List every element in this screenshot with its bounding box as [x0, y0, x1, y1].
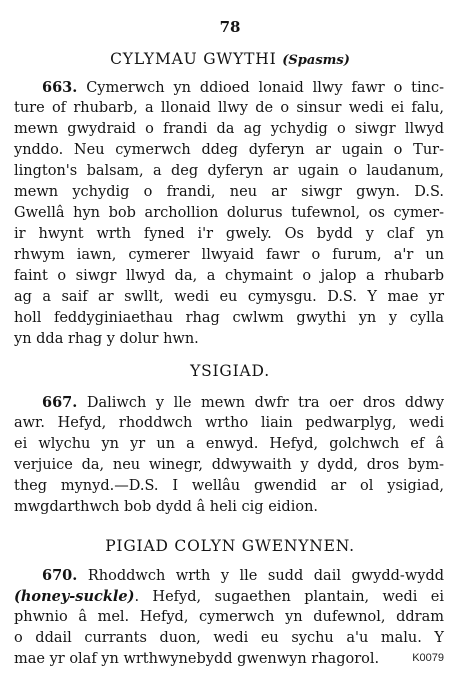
text-line: holl feddyginiaethau rhag cwlwm gwythi yn y cylla: [14, 310, 444, 326]
text-line: mwgdarthwch bob dydd â heli cig eidion.: [14, 499, 319, 515]
text-line: mewn ychydig o frandi, neu ar siwgr gwyn. D.S.: [14, 184, 444, 200]
text-line: mae yr olaf yn wrthwynebydd gwenwyn rhagorol.: [14, 651, 380, 667]
paragraph-667: [14, 392, 444, 518]
section-heading-text: PIGIAD COLYN GWENYNEN.: [105, 537, 355, 555]
paragraph-number: 667.: [42, 394, 78, 411]
text-line: 663. Cymerwch yn ddioed lonaid llwy fawr o tinc-: [42, 79, 444, 96]
section-heading-text: CYLYMAU GWYTHI: [110, 50, 277, 68]
section-heading-text: YSIGIAD.: [190, 362, 270, 380]
text-line: theg mynyd.—D.S. I wellâu gwendid ar ol ysigiad,: [14, 478, 444, 494]
section-heading-sprain: [0, 362, 460, 380]
text-line: Gwellâ hyn bob archollion dolurus tufewnol, os cymer-: [14, 205, 444, 221]
text-line: ynddo. Neu cymerwch ddeg dyferyn ar ugain o Tur-: [14, 142, 444, 158]
section-heading-note: (Spasms): [282, 53, 350, 68]
italic-term: (honey-suckle): [14, 588, 135, 605]
page-number: 78: [219, 18, 241, 36]
text-line: 670. Rhoddwch wrth y lle sudd dail gwydd-wydd: [42, 567, 445, 584]
paragraph-number: 670.: [42, 567, 78, 584]
paragraph-number: 663.: [42, 79, 78, 96]
text-line-italic: (honey-suckle). Hefyd, sugaethen plantain, wedi ei: [14, 588, 444, 605]
text-line: ture of rhubarb, a llonaid llwy de o sinsur wedi ei falu,: [14, 100, 444, 116]
text-line: o ddail currants duon, wedi eu sychu a'u malu. Y: [14, 630, 444, 646]
text-line: awr. Hefyd, rhoddwch wrtho liain pedwarplyg, wedi: [14, 415, 444, 431]
text-line: ag a saif ar swllt, wedi eu cymysgu. D.S. Y mae yr: [14, 289, 444, 305]
text-line: lington's balsam, a deg dyferyn ar ugain o laudanum,: [14, 163, 444, 179]
text-line: verjuice da, neu winegr, ddwywaith y dydd, dros bym-: [14, 457, 444, 473]
text-line: yn dda rhag y dolur hwn.: [14, 331, 199, 347]
section-heading-bee-sting: [0, 537, 460, 555]
paragraph-663: [14, 77, 444, 350]
section-heading-cramps: [0, 50, 460, 68]
page-code: K0079: [412, 652, 444, 664]
text-line: 667. Daliwch y lle mewn dwfr tra oer dros ddwy: [42, 394, 445, 411]
paragraph-670: [14, 565, 444, 670]
text-line: mewn gwydraid o frandi da ag ychydig o siwgr llwyd: [14, 121, 444, 137]
text-line: faint o siwgr llwyd da, a chymaint o jalop a rhubarb: [14, 268, 444, 284]
text-line: rhwym iawn, cymerer llwyaid fawr o furum, a'r un: [14, 247, 444, 263]
text-line: phwnio â mel. Hefyd, cymerwch yn dufewnol, ddram: [14, 609, 444, 625]
text-line: ei wlychu yn yr un a enwyd. Hefyd, golchwch ef â: [14, 436, 444, 452]
text-line: ir hwynt wrth fyned i'r gwely. Os bydd y claf yn: [14, 226, 444, 242]
